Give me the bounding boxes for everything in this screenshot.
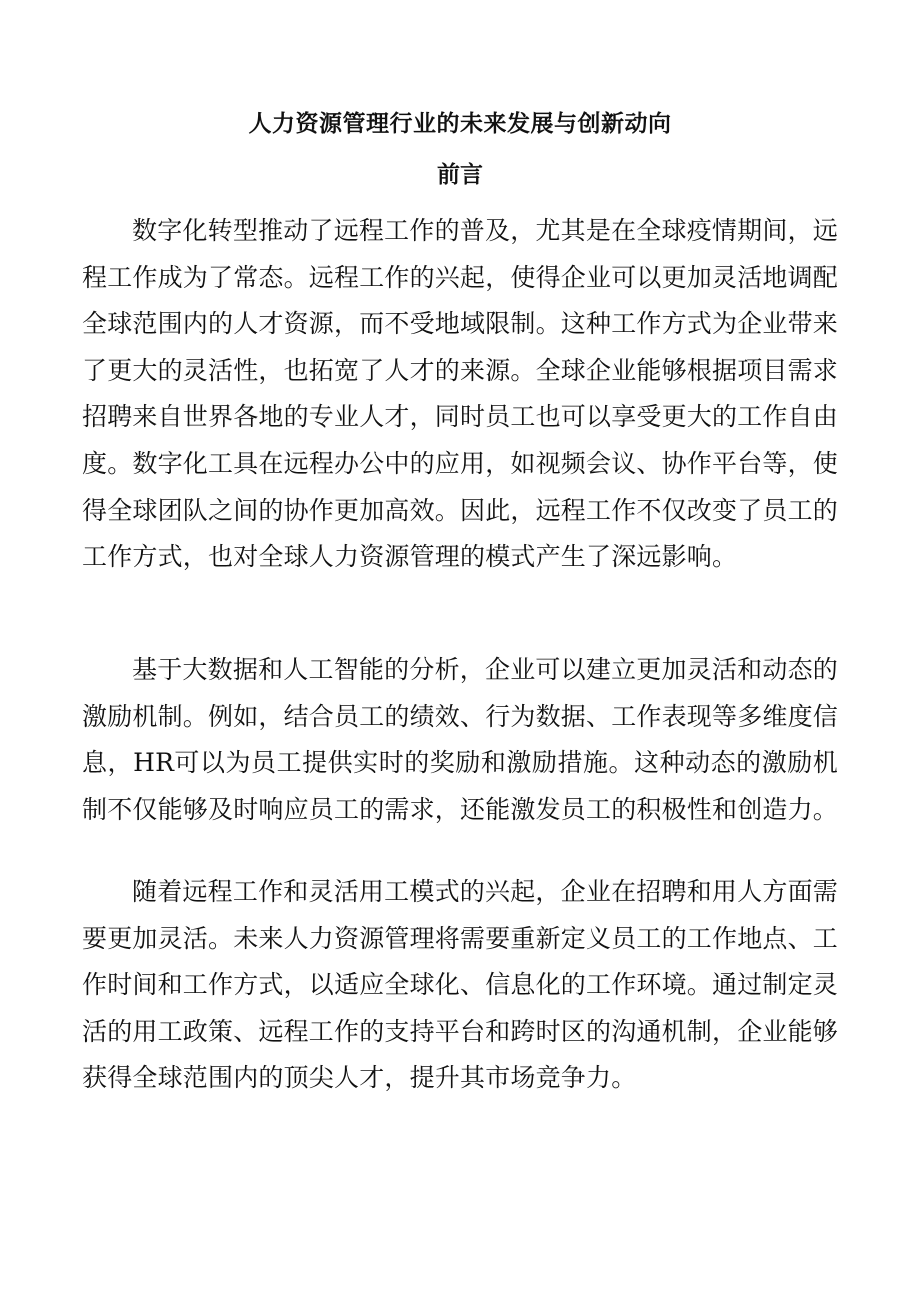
section-heading: 前言 xyxy=(437,162,483,188)
document-title: 人力资源管理行业的未来发展与创新动向 xyxy=(248,111,672,137)
paragraph: 随着远程工作和灵活用工模式的兴起，企业在招聘和用人方面需要更加灵活。未来人力资源管理将需要重新定义员工的工作地点、工作时间和工作方式，以适应全球化、信息化的工作环境。通过制定灵活的用工政策、远程工作的支持平台和跨时区的沟通机制，企业能够获得全球范围内的顶尖人才，提升其市场竞争力。 xyxy=(82,877,839,1093)
paragraph: 数字化转型推动了远程工作的普及，尤其是在全球疫情期间，远程工作成为了常态。远程工作的兴起，使得企业可以更加灵活地调配全球范围内的人才资源，而不受地域限制。这种工作方式为企业带来了更大的灵活性，也拓宽了人才的来源。全球企业能够根据项目需求招聘来自世界各地的专业人才，同时员工也可以享受更大的工作自由度。数字化工具在远程办公中的应用，如视频会议、协作平台等，使得全球团队之间的协作更加高效。因此，远程工作不仅改变了员工的工作方式，也对全球人力资源管理的模式产生了深远影响。 xyxy=(82,216,839,572)
paragraph: 基于大数据和人工智能的分析，企业可以建立更加灵活和动态的激励机制。例如，结合员工的绩效、行为数据、工作表现等多维度信息，HR可以为员工提供实时的奖励和激励措施。这种动态的激励机制不仅能够及时响应员工的需求，还能激发员工的积极性和创造力。 xyxy=(82,655,839,824)
